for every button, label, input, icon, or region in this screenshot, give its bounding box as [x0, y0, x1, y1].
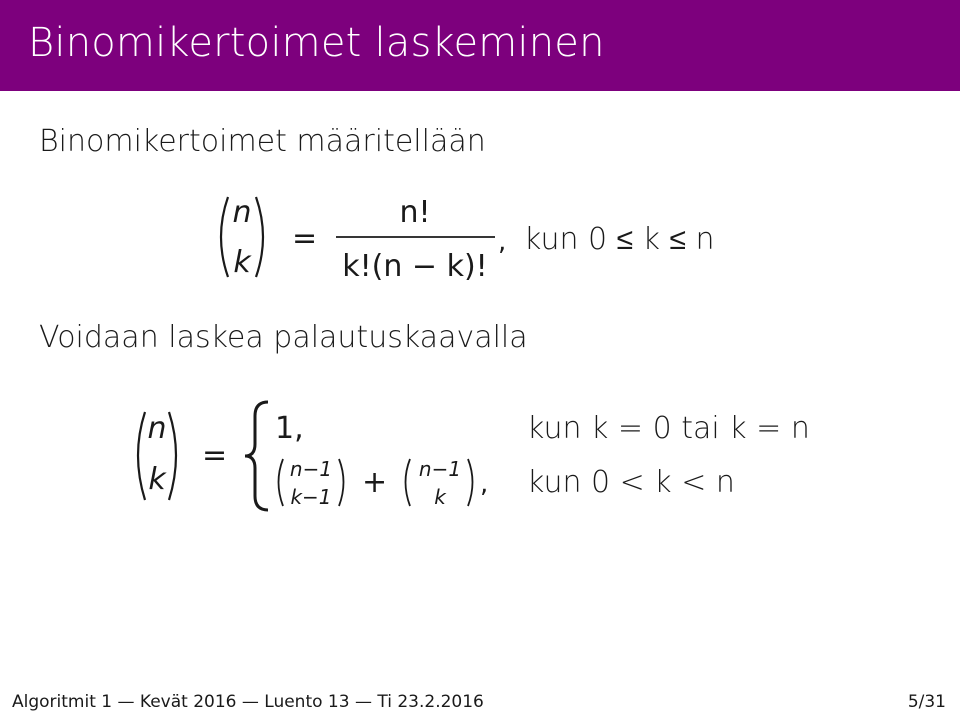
binom-top: n: [232, 195, 252, 230]
binom2-bottom: k: [434, 485, 446, 509]
recursion-formula: [138, 402, 810, 510]
footer-course-info: Algoritmit 1 — Kevät 2016 — Luento 13 — Ti 23.2.2016: [12, 692, 484, 712]
slide-title: Binomikertoimet laskeminen: [28, 20, 605, 66]
binom-bottom: k: [148, 462, 166, 497]
equals-sign: =: [202, 438, 228, 473]
right-paren: [256, 197, 263, 277]
fraction-denominator: k!(n − k)!: [342, 249, 488, 284]
equals-sign: =: [292, 221, 318, 256]
case1-condition: kun k = 0 tai k = n: [527, 411, 810, 446]
binom2-top: n−1: [418, 457, 462, 481]
binom-top: n: [147, 411, 167, 446]
intro-text: Binomikertoimet määritellään: [39, 124, 486, 159]
fraction-numerator: n!: [399, 195, 431, 230]
left-paren: [138, 412, 145, 500]
plus-sign: +: [362, 465, 388, 500]
case1-value: 1,: [275, 411, 304, 446]
left-paren: [221, 197, 228, 277]
left-brace: [245, 402, 268, 510]
small-right-paren: [339, 459, 344, 506]
formula1-condition: kun 0 ≤ k ≤ n: [524, 222, 715, 257]
small-left-paren: [279, 459, 284, 506]
small-left-paren: [406, 459, 411, 506]
slide-footer: [0, 690, 960, 715]
case2-condition: kun 0 < k < n: [527, 465, 735, 500]
case2-comma: ,: [480, 469, 489, 499]
recursion-intro-text: Voidaan laskea palautuskaavalla: [39, 320, 528, 355]
formula1-comma: ,: [498, 227, 507, 257]
small-right-paren: [468, 459, 473, 506]
right-paren: [169, 412, 176, 500]
binom1-top: n−1: [289, 457, 333, 481]
binom1-bottom: k−1: [290, 485, 332, 509]
footer-page-number: 5/31: [907, 692, 946, 712]
binom-bottom: k: [233, 245, 251, 280]
binomial-definition-formula: [221, 195, 715, 284]
